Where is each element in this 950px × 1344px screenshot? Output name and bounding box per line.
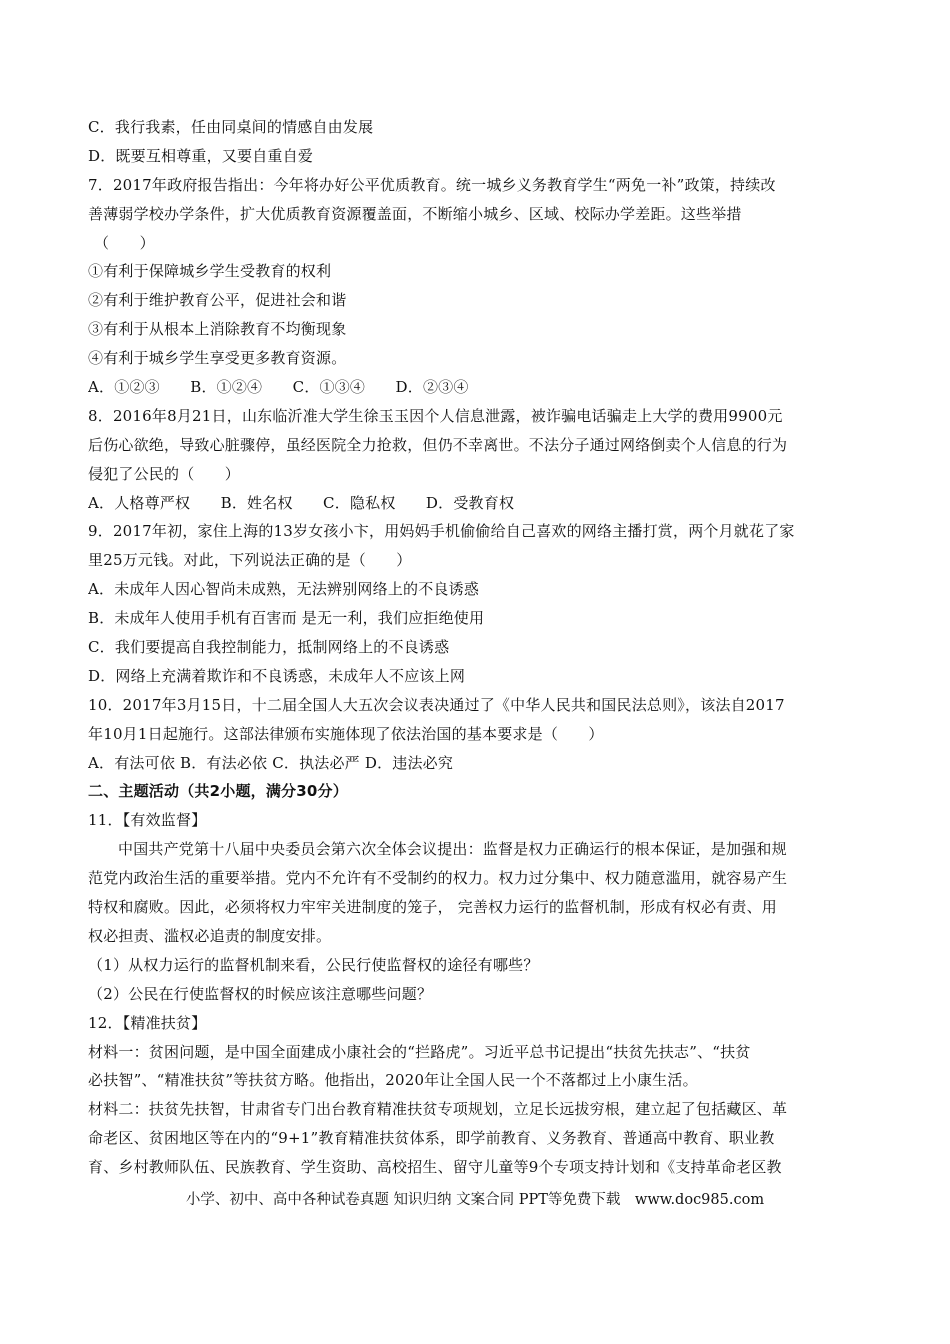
q9-option-b: B．未成年人使用手机有百害而 是无一利，我们应拒绝使用 [88, 609, 485, 628]
question-11-title: 11．【有效监督】 [88, 811, 207, 830]
q9-option-a: A．未成年人因心智尚未成熟，无法辨别网络上的不良诱惑 [88, 580, 480, 599]
question-8-line-1: 8．2016年8月21日，山东临沂准大学生徐玉玉因个人信息泄露，被诈骗电话骗走上大学的费用9900元 [88, 406, 783, 425]
question-7-blank: （ ） [94, 233, 155, 252]
question-7-line-1: 7．2017年政府报告指出：今年将办好公平优质教育。统一城乡义务教育学生“两免一补”政策，持续改 [88, 175, 776, 194]
option-c-q6: C．我行我素，任由同桌间的情感自由发展 [88, 118, 374, 136]
q11-subquestion-2: （2）公民在行使监督权的时候应该注意哪些问题？ [88, 984, 433, 1003]
q7-statement-2: ②有利于维护教育公平，促进社会和谐 [88, 291, 347, 310]
q7-options: A．①②③ B．①②④ C．①③④ D．②③④ [88, 378, 469, 397]
q7-statement-3: ③有利于从根本上消除教育不均衡现象 [88, 320, 347, 339]
q11-material-line-2: 范党内政治生活的重要举措。党内不允许有不受制约的权力。权力过分集中、权力随意滥用，就容易产生 [88, 869, 788, 888]
q11-material-line-1: 中国共产党第十八届中央委员会第六次全体会议提出：监督是权力正确运行的根本保证，是加强和规 [118, 840, 787, 859]
q9-option-c: C．我们要提高自我控制能力，抵制网络上的不良诱惑 [88, 638, 450, 657]
question-12-title: 12．【精准扶贫】 [88, 1013, 207, 1032]
q12-material-1-line-2: 必扶智”、“精准扶贫”等扶贫方略。他指出，2020年让全国人民一个不落都过上小康生活。 [88, 1071, 698, 1090]
q12-material-2-line-1: 材料二：扶贫先扶智，甘肃省专门出台教育精准扶贫专项规划，立足长远拔穷根，建立起了包括藏区、革 [88, 1100, 788, 1119]
question-10-line-2: 年10月1日起施行。这部法律颁布实施体现了依法治国的基本要求是（ ） [88, 724, 604, 743]
q12-material-1-line-1: 材料一：贫困问题，是中国全面建成小康社会的“拦路虎”。习近平总书记提出“扶贫先扶志”、“扶贫 [88, 1042, 751, 1061]
question-9-line-1: 9．2017年初，家住上海的13岁女孩小卞，用妈妈手机偷偷给自己喜欢的网络主播打赏，两个月就花了家 [88, 522, 795, 541]
page-footer: 小学、初中、高中各种试卷真题 知识归纳 文案合同 PPT等免费下载 www.doc985.com [185, 1192, 765, 1208]
question-8-line-3: 侵犯了公民的（ ） [88, 464, 241, 483]
q9-option-d: D．网络上充满着欺诈和不良诱惑，未成年人不应该上网 [88, 666, 466, 685]
question-7-line-2: 善薄弱学校办学条件，扩大优质教育资源覆盖面，不断缩小城乡、区域、校际办学差距。这些举措 [88, 204, 742, 223]
q12-material-2-line-2: 命老区、贫困地区等在内的“9+1”教育精准扶贫体系，即学前教育、义务教育、普通高中教育、职业教 [88, 1129, 775, 1148]
q10-options: A．有法可依 B．有法必依 C．执法必严 D．违法必究 [88, 753, 454, 772]
q8-options: A．人格尊严权 B．姓名权 C．隐私权 D．受教育权 [88, 493, 515, 512]
q11-material-line-4: 权必担责、滥权必追责的制度安排。 [88, 926, 332, 945]
q7-statement-1: ①有利于保障城乡学生受教育的权利 [88, 262, 332, 281]
question-9-line-2: 里25万元钱。对此，下列说法正确的是（ ） [88, 551, 412, 570]
q11-material-line-3: 特权和腐败。因此，必须将权力牢牢关进制度的笼子， 完善权力运行的监督机制，形成有权必有责、用 [88, 898, 777, 917]
option-d-q6: D．既要互相尊重，又要自重自爱 [88, 146, 314, 165]
question-10-line-1: 10．2017年3月15日，十二届全国人大五次会议表决通过了《中华人民共和国民法总则》，该法自2017 [88, 695, 785, 714]
document-body [88, 113, 868, 1182]
q7-statement-4: ④有利于城乡学生享受更多教育资源。 [88, 349, 347, 368]
question-8-line-2: 后伤心欲绝，导致心脏骤停，虽经医院全力抢救，但仍不幸离世。不法分子通过网络倒卖个人信息的行为 [88, 435, 788, 454]
q11-subquestion-1: （1）从权力运行的监督机制来看，公民行使监督权的途径有哪些？ [88, 955, 539, 974]
q12-material-2-line-3: 育、乡村教师队伍、民族教育、学生资助、高校招生、留守儿童等9个专项支持计划和《支持革命老区教 [88, 1158, 782, 1177]
section-2-heading: 二、主题活动（共2小题，满分30分） [88, 782, 348, 801]
